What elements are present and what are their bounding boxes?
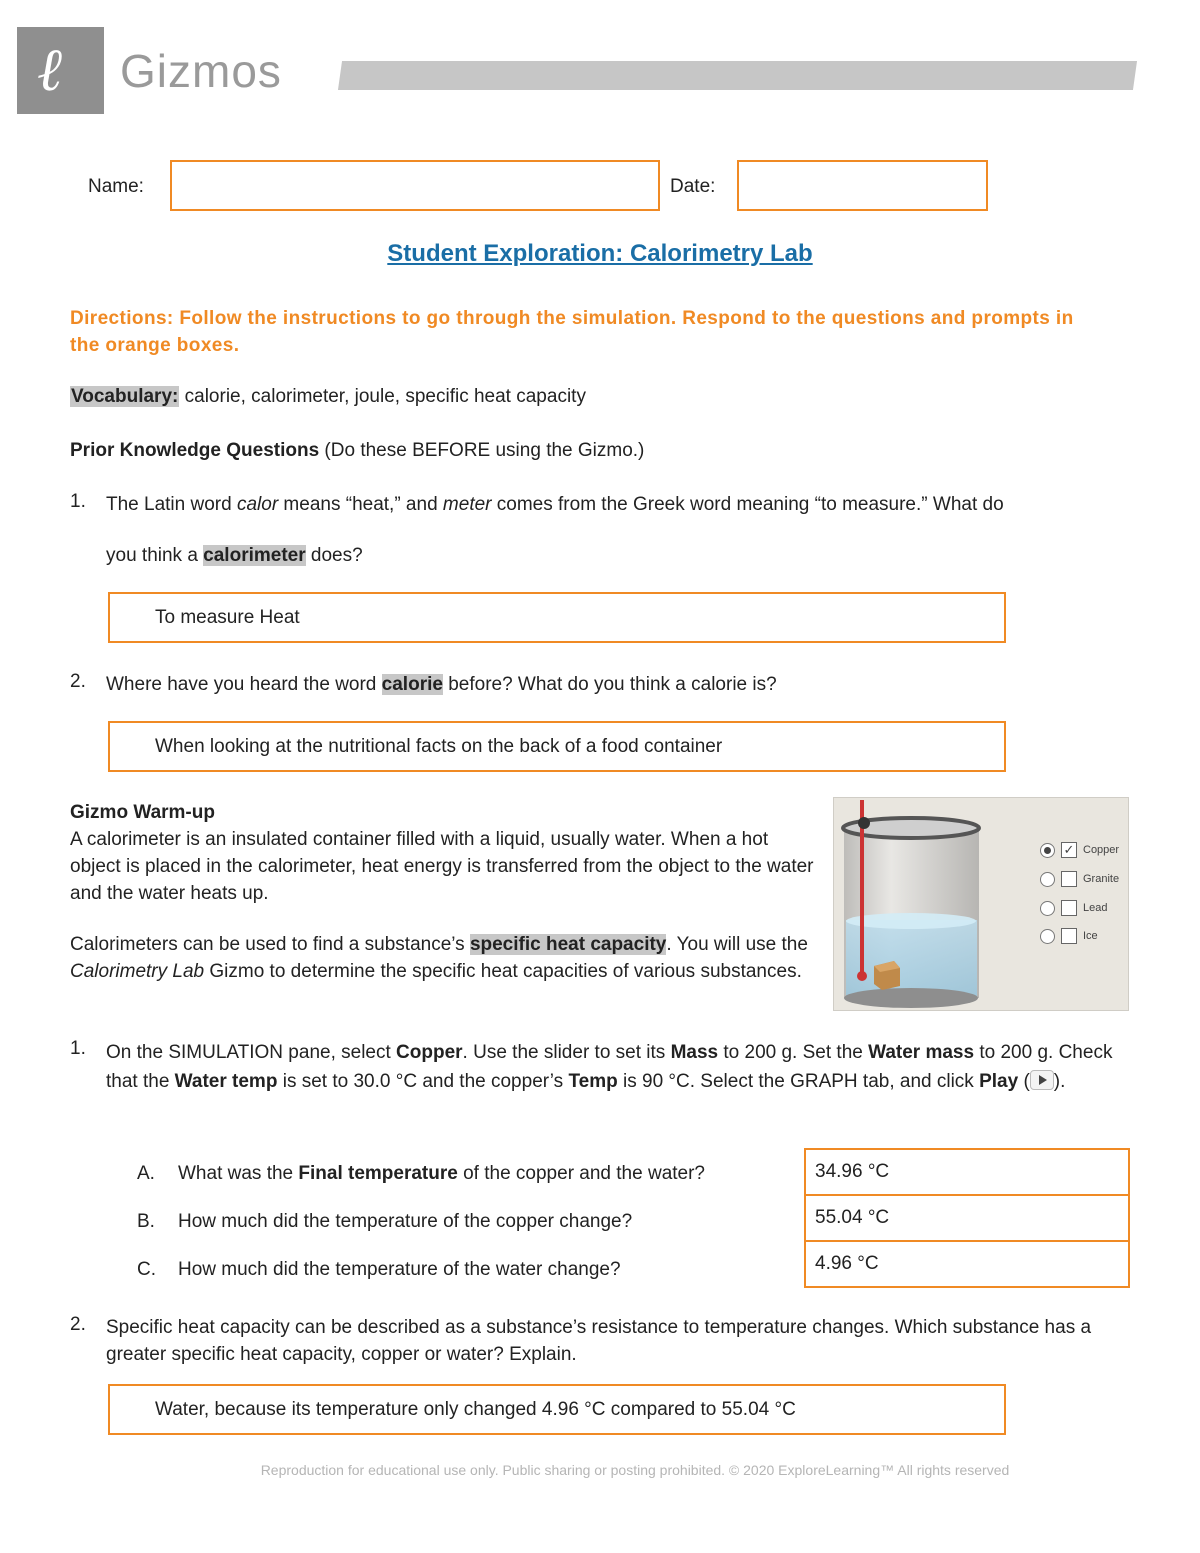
q2-text-part: Where have you heard the word	[106, 674, 382, 695]
prior-knowledge-title: Prior Knowledge Questions	[70, 440, 320, 461]
footer-copyright: Reproduction for educational use only. Public sharing or posting prohibited. © 2020 ExploreLearning™ All rights reserved	[260, 1462, 1010, 1478]
wq1-part: is 90 °C. Select the GRAPH tab, and click	[617, 1071, 980, 1092]
warmup-paragraph-1: A calorimeter is an insulated container filled with a liquid, usually water. When a hot object is placed in the calorimeter, heat energy is transferred from the object to the water and the water heats up.	[70, 829, 814, 904]
sub-question-letter: A.	[137, 1163, 155, 1184]
sim-option-label: Lead	[1083, 902, 1108, 914]
q1-text-part: means “heat,” and	[278, 494, 443, 515]
answer-box-warmup-q2[interactable]	[108, 1384, 1006, 1435]
date-field[interactable]	[737, 160, 988, 211]
wq1-part: ).	[1053, 1071, 1066, 1092]
answer-box-q1[interactable]	[108, 592, 1006, 643]
logo-glyph: ℓ	[37, 35, 62, 105]
question-1-text	[106, 491, 1146, 518]
subq-part: What was the	[178, 1163, 299, 1184]
answer-table	[804, 1148, 1130, 1288]
question-1-text-cont	[106, 542, 363, 569]
para2-part: Gizmo to determine the specific heat capacities of various substances.	[204, 961, 802, 982]
question-number: 2.	[70, 1314, 86, 1335]
q1-text-part: you think a	[106, 545, 204, 566]
question-number: 1.	[70, 491, 86, 512]
page-title: Student Exploration: Calorimetry Lab	[387, 240, 813, 267]
subq-bold: Final temperature	[298, 1163, 458, 1184]
warmup-heading: Gizmo Warm-up	[70, 802, 215, 823]
prior-knowledge-note: (Do these BEFORE using the Gizmo.)	[319, 440, 645, 461]
warmup-paragraph-2	[70, 931, 815, 985]
vocabulary-label: Vocabulary:	[71, 386, 179, 407]
answer-cell-a[interactable]: 34.96 °C	[805, 1149, 1129, 1195]
sub-question-a-text	[178, 1160, 705, 1187]
answer-cell-b[interactable]: 55.04 °C	[805, 1195, 1129, 1241]
sub-question-b-text: How much did the temperature of the copper change?	[178, 1211, 633, 1232]
sub-question-c-text: How much did the temperature of the water change?	[178, 1259, 621, 1280]
sub-question-letter: C.	[137, 1259, 156, 1280]
sim-option-label: Granite	[1083, 873, 1120, 885]
vocabulary-terms: calorie, calorimeter, joule, specific heat capacity	[179, 386, 586, 407]
sim-option-granite[interactable]	[1040, 871, 1119, 887]
header-bar	[338, 61, 1137, 90]
directions: Directions: Follow the instructions to go through the simulation. Respond to the questions and prompts in the orange boxes.	[70, 308, 1074, 356]
sub-question-letter: B.	[137, 1211, 155, 1232]
name-field[interactable]	[170, 160, 660, 211]
answer-text: When looking at the nutritional facts on the back of a food container	[155, 735, 723, 757]
question-number: 1.	[70, 1038, 86, 1059]
answer-cell-c[interactable]: 4.96 °C	[805, 1241, 1129, 1287]
wq1-part: . Use the slider to set its	[462, 1042, 671, 1063]
date-label: Date:	[670, 176, 716, 197]
para2-gizmo-name: Calorimetry Lab	[70, 961, 205, 982]
answer-text: To measure Heat	[155, 606, 300, 628]
q1-term-meter: meter	[442, 494, 492, 515]
calorimeter-simulation-image	[833, 797, 1129, 1011]
explorelearning-logo	[17, 27, 104, 114]
question-2-text	[106, 671, 1146, 698]
subq-part: of the copper and the water?	[457, 1163, 705, 1184]
checkmark-icon: ✓	[1061, 842, 1077, 858]
para2-part: Calorimeters can be used to find a substance’s	[70, 934, 470, 955]
q1-text-part: comes from the Greek word meaning “to measure.” What do	[491, 494, 1004, 515]
answer-text: Water, because its temperature only changed 4.96 °C compared to 55.04 °C	[155, 1398, 796, 1420]
sim-option-label: Ice	[1083, 930, 1098, 942]
q1-term-calor: calor	[236, 494, 279, 515]
answer-box-q2[interactable]	[108, 721, 1006, 772]
radio-icon	[1040, 929, 1055, 944]
wq1-bold: Water mass	[868, 1042, 975, 1063]
wq1-bold: Water temp	[174, 1071, 278, 1092]
q2-highlight-term: calorie	[381, 674, 443, 695]
q1-text-part: The Latin word	[106, 494, 237, 515]
q1-text-part: does?	[305, 545, 363, 566]
warmup-question-2-text: Specific heat capacity can be described as a substance’s resistance to temperature changes. Which substance has a greater specific heat capacity, copper or water? Explain.	[106, 1317, 1092, 1365]
q1-highlight-term: calorimeter	[203, 545, 306, 566]
wq1-bold: Temp	[568, 1071, 618, 1092]
name-label: Name:	[88, 176, 144, 197]
warmup-question-1-text	[106, 1038, 1136, 1096]
sim-option-ice[interactable]	[1040, 928, 1098, 944]
radio-selected-icon	[1040, 843, 1055, 858]
radio-icon	[1040, 872, 1055, 887]
play-icon	[1030, 1070, 1054, 1090]
para2-part: . You will use the	[666, 934, 808, 955]
wq1-bold: Play	[979, 1071, 1019, 1092]
prior-knowledge-heading	[70, 437, 644, 464]
wq1-part: (	[1018, 1071, 1030, 1092]
checkbox-icon	[1061, 928, 1077, 944]
wq1-part: On the SIMULATION pane, select	[106, 1042, 397, 1063]
checkbox-icon	[1061, 900, 1077, 916]
brand-name: Gizmos	[120, 45, 282, 97]
q2-text-part: before? What do you think a calorie is?	[442, 674, 777, 695]
para2-highlight-term: specific heat capacity	[469, 934, 667, 955]
wq1-bold: Mass	[670, 1042, 719, 1063]
vocabulary	[70, 383, 586, 410]
wq1-bold: Copper	[396, 1042, 463, 1063]
wq1-part: to 200 g. Check that the	[106, 1042, 1113, 1092]
checkbox-icon	[1061, 871, 1077, 887]
sim-option-label: Copper	[1083, 844, 1120, 856]
wq1-part: to 200 g. Set the	[718, 1042, 869, 1063]
wq1-part: is set to 30.0 °C and the copper’s	[277, 1071, 569, 1092]
radio-icon	[1040, 901, 1055, 916]
sim-option-lead[interactable]	[1040, 900, 1107, 916]
question-number: 2.	[70, 671, 86, 692]
sim-option-copper[interactable]	[1040, 842, 1119, 858]
